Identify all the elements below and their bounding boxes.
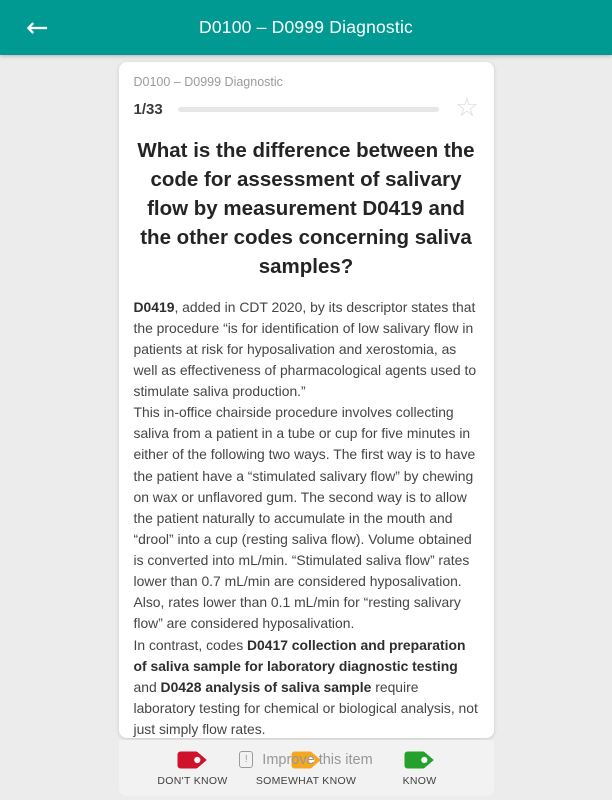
- back-arrow-icon[interactable]: ←: [26, 12, 49, 43]
- question-text: What is the difference between the code for assessment of salivary flow by measurement D0419 and the other codes concerning saliva samples?: [137, 139, 475, 279]
- favorite-star-icon[interactable]: ☆: [455, 93, 479, 123]
- know-label: KNOW: [402, 775, 437, 788]
- page-title: D0100 – D0999 Diagnostic: [199, 17, 413, 37]
- card-header: [119, 62, 494, 123]
- know-button[interactable]: [374, 751, 466, 787]
- dont-know-label: DON'T KNOW: [157, 775, 228, 788]
- tag-icon: [404, 751, 435, 769]
- deck-label: D0100 – D0999 Diagnostic: [133, 75, 283, 89]
- report-icon: !: [239, 751, 253, 768]
- app-bar: [0, 0, 612, 55]
- improve-item-label: Improve this item: [262, 751, 373, 768]
- tag-icon: [177, 751, 208, 769]
- answer-text: D0419, added in CDT 2020, by its descriptor states that the procedure “is for identification of low salivary flow in patients at risk for hyposalivation and xerostomia, as well as effectiveness of pharmacological agents used to stimulate saliva production.” This in-office chairside procedure involves collecting saliva from a patient in a tube or cup for five minutes in either of the following two ways. The first way is to have the patient have a “stimulated salivary flow” by chewing on wax or unflavored gum. The second way is to allow the patient naturally to accumulate in the mouth and “drool” into a cup (resting saliva flow). Volume obtained is converted into mL/min. “Stimulated saliva flow” rates lower than 0.7 mL/min are considered hyposalivation. Also, rates lower than 0.1 mL/min for “resting salivary flow” are considered hyposalivation. In contrast, codes D0417 collection and preparation of saliva sample for laboratory diagnostic testing and D0428 analysis of saliva sample require laboratory testing for chemical or biological analysis, not just simply flow rates.: [133, 298, 478, 738]
- dont-know-button[interactable]: [147, 751, 239, 787]
- somewhat-know-label: SOMEWHAT KNOW: [255, 775, 357, 788]
- rating-bar: [119, 740, 494, 796]
- improve-item-button[interactable]: [0, 751, 612, 768]
- progress-count: 1/33: [133, 101, 163, 118]
- progress-bar: [178, 107, 439, 112]
- progress-row: [133, 93, 479, 123]
